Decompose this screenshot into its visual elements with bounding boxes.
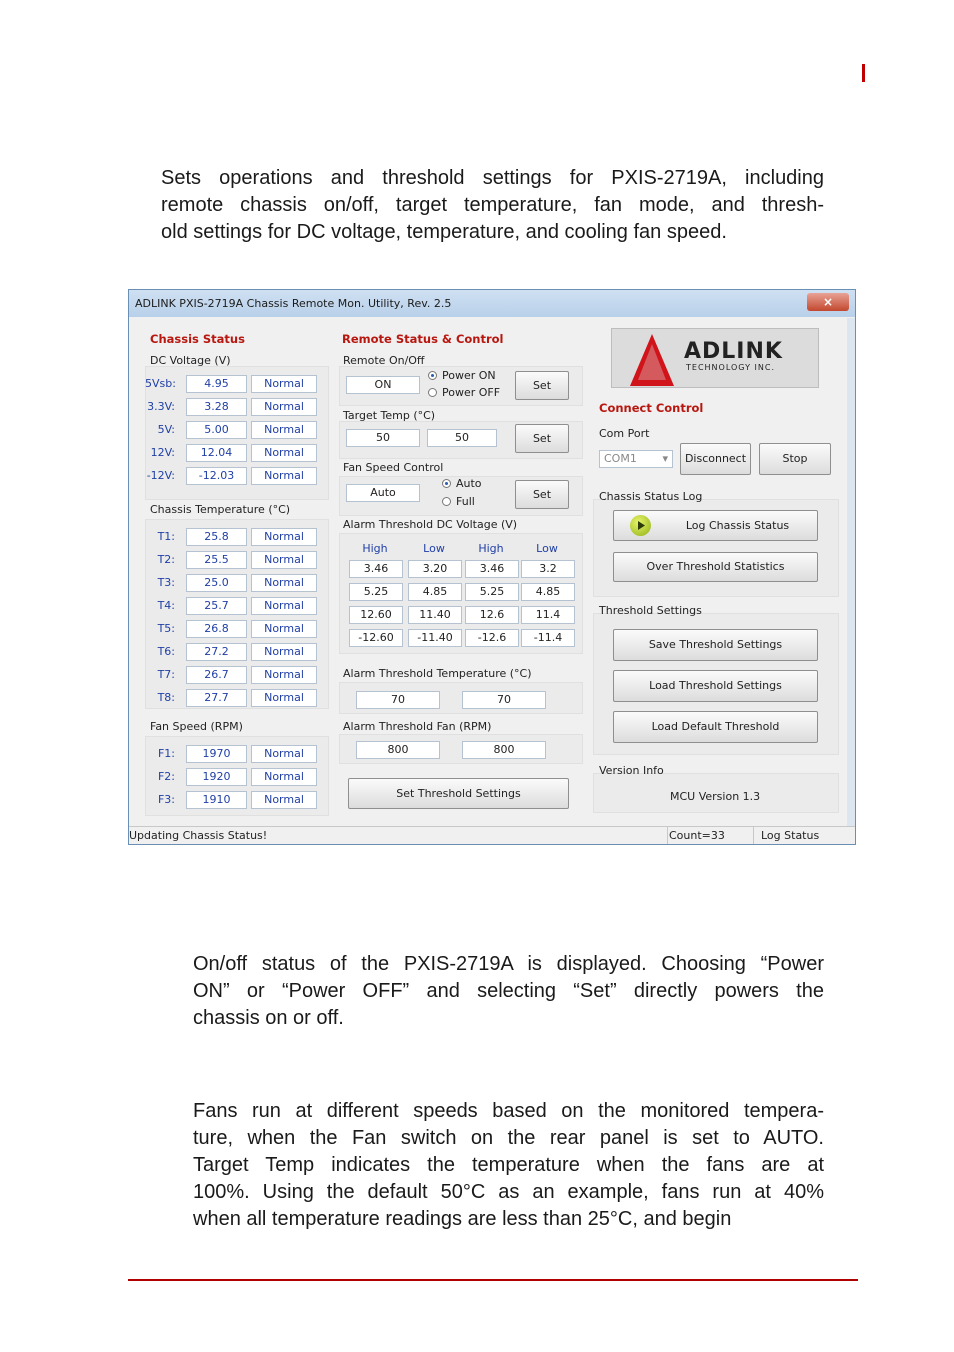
power-set-button[interactable]: Set	[515, 371, 569, 400]
fan-description-paragraph	[193, 1098, 824, 1233]
paragraph-line: old settings for DC voltage, temperature, and cooling fan speed.	[161, 221, 727, 243]
status-row-status: Normal	[251, 597, 317, 615]
footer-rule	[128, 1279, 858, 1281]
alarm-dc-header: High	[478, 542, 504, 555]
fan-auto-radio[interactable]	[442, 479, 451, 488]
status-row-status: Normal	[251, 768, 317, 786]
alarm-dc-cell: 12.60	[349, 606, 403, 624]
com-port-select[interactable]	[599, 450, 673, 468]
status-row-value: 25.0	[186, 574, 247, 592]
adlink-logo-text: ADLINK	[684, 339, 783, 364]
alarm-dc-cell[interactable]: 3.2	[521, 560, 575, 578]
fan-set-button[interactable]: Set	[515, 480, 569, 509]
status-row-value: 1970	[186, 745, 247, 763]
fan-control-status: Auto	[346, 484, 420, 502]
alarm-dc-cell: -11.40	[408, 629, 462, 647]
power-description-paragraph	[193, 951, 824, 1032]
status-row-status: Normal	[251, 421, 317, 439]
status-log-title: Chassis Status Log	[599, 490, 703, 503]
status-row-label: -12V:	[146, 469, 175, 482]
alarm-fan-title: Alarm Threshold Fan (RPM)	[343, 720, 492, 733]
status-row-label: 3.3V:	[147, 400, 175, 413]
alarm-temp-input[interactable]: 70	[462, 691, 546, 709]
load-threshold-button[interactable]: Load Threshold Settings	[613, 670, 818, 702]
status-row-status: Normal	[251, 375, 317, 393]
status-row-value: 25.8	[186, 528, 247, 546]
fan-speed-title: Fan Speed (RPM)	[150, 720, 243, 733]
status-log: Log Status	[761, 829, 820, 842]
target-temp-title: Target Temp (°C)	[343, 409, 436, 422]
alarm-dc-cell[interactable]: -11.4	[521, 629, 575, 647]
status-row-label: 12V:	[150, 446, 175, 459]
play-icon	[630, 515, 651, 536]
status-row-value: 26.8	[186, 620, 247, 638]
alarm-temp-current: 70	[356, 691, 440, 709]
status-row-label: T5:	[157, 622, 175, 635]
status-row-value: 27.7	[186, 689, 247, 707]
status-row-value: 26.7	[186, 666, 247, 684]
status-row-label: F1:	[157, 747, 175, 760]
status-row-status: Normal	[251, 620, 317, 638]
power-on-radio[interactable]	[428, 371, 437, 380]
status-row-value: 4.95	[186, 375, 247, 393]
status-row-status: Normal	[251, 398, 317, 416]
alarm-fan-input[interactable]: 800	[462, 741, 546, 759]
status-row-status: Normal	[251, 467, 317, 485]
status-row-label: T1:	[157, 530, 175, 543]
paragraph-line: chassis on or off.	[193, 1007, 344, 1029]
alarm-dc-header: Low	[423, 542, 445, 555]
save-threshold-button[interactable]: Save Threshold Settings	[613, 629, 818, 661]
alarm-dc-cell[interactable]: 5.25	[465, 583, 519, 601]
target-temp-input[interactable]: 50	[427, 429, 497, 447]
fan-full-radio[interactable]	[442, 497, 451, 506]
threshold-settings-title: Threshold Settings	[599, 604, 702, 617]
dc-voltage-title: DC Voltage (V)	[150, 354, 231, 367]
status-row-label: T7:	[157, 668, 175, 681]
alarm-dc-cell: 4.85	[408, 583, 462, 601]
alarm-dc-cell[interactable]: 11.4	[521, 606, 575, 624]
status-row-value: 1910	[186, 791, 247, 809]
remote-status-title: Remote Status & Control	[342, 332, 504, 346]
window-title: ADLINK PXIS-2719A Chassis Remote Mon. Utility, Rev. 2.5	[135, 297, 452, 310]
load-default-threshold-button[interactable]: Load Default Threshold	[613, 711, 818, 743]
window-titlebar	[129, 290, 855, 317]
header-red-mark	[862, 64, 865, 82]
status-row-value: 1920	[186, 768, 247, 786]
alarm-dc-cell[interactable]: 3.46	[465, 560, 519, 578]
chevron-down-icon: ▾	[662, 452, 668, 465]
alarm-dc-cell: -12.60	[349, 629, 403, 647]
power-off-label: Power OFF	[442, 386, 501, 399]
status-row-value: 3.28	[186, 398, 247, 416]
utility-window	[128, 289, 856, 845]
status-row-status: Normal	[251, 551, 317, 569]
adlink-triangle-icon	[616, 330, 676, 388]
alarm-dc-cell[interactable]: 12.6	[465, 606, 519, 624]
set-threshold-settings-button[interactable]: Set Threshold Settings	[348, 778, 569, 809]
window-close-button[interactable]: ×	[807, 293, 849, 311]
version-info-title: Version Info	[599, 764, 664, 777]
alarm-temp-title: Alarm Threshold Temperature (°C)	[343, 667, 532, 680]
power-on-label: Power ON	[442, 369, 496, 382]
alarm-dc-cell: 5.25	[349, 583, 403, 601]
status-row-status: Normal	[251, 745, 317, 763]
status-message: Updating Chassis Status!	[129, 829, 268, 842]
alarm-dc-header: Low	[536, 542, 558, 555]
fan-auto-label: Auto	[456, 477, 482, 490]
alarm-dc-title: Alarm Threshold DC Voltage (V)	[343, 518, 518, 531]
status-row-status: Normal	[251, 444, 317, 462]
chassis-status-title: Chassis Status	[150, 332, 245, 346]
status-divider	[753, 827, 754, 845]
power-off-radio[interactable]	[428, 388, 437, 397]
over-threshold-statistics-button[interactable]: Over Threshold Statistics	[613, 552, 818, 582]
status-row-value: 25.5	[186, 551, 247, 569]
status-row-status: Normal	[251, 666, 317, 684]
status-row-label: 5Vsb:	[145, 377, 176, 390]
alarm-dc-cell: 3.46	[349, 560, 403, 578]
paragraph-line: ture, when the Fan switch on the rear panel is set to AUTO.	[193, 1127, 824, 1149]
disconnect-button[interactable]: Disconnect	[680, 443, 751, 475]
status-row-label: T2:	[157, 553, 175, 566]
target-temp-current: 50	[346, 429, 420, 447]
status-row-value: 25.7	[186, 597, 247, 615]
paragraph-line: Target Temp indicates the temperature when the fans are at	[193, 1154, 824, 1176]
alarm-dc-cell[interactable]: -12.6	[465, 629, 519, 647]
status-row-status: Normal	[251, 689, 317, 707]
log-chassis-status-label: Log Chassis Status	[685, 519, 790, 532]
paragraph-line: Fans run at different speeds based on the monitored tempera-	[193, 1100, 824, 1122]
intro-paragraph	[161, 165, 824, 246]
alarm-dc-cell: 3.20	[408, 560, 462, 578]
status-divider	[667, 827, 668, 845]
paragraph-line: ON” or “Power OFF” and selecting “Set” directly powers the	[193, 980, 824, 1002]
alarm-dc-header: High	[362, 542, 388, 555]
paragraph-line: remote chassis on/off, target temperature, fan mode, and thresh-	[161, 194, 824, 216]
paragraph-line: 100%. Using the default 50°C as an example, fans run at 40%	[193, 1181, 824, 1203]
target-temp-set-button[interactable]: Set	[515, 424, 569, 453]
mcu-version: MCU Version 1.3	[670, 790, 761, 803]
paragraph-line: On/off status of the PXIS-2719A is displayed. Choosing “Power	[193, 953, 824, 975]
status-row-label: F2:	[157, 770, 175, 783]
status-row-status: Normal	[251, 791, 317, 809]
status-row-status: Normal	[251, 574, 317, 592]
paragraph-line: Sets operations and threshold settings for PXIS-2719A, including	[161, 167, 824, 189]
stop-button[interactable]: Stop	[759, 443, 831, 475]
status-bar	[129, 826, 855, 845]
status-row-label: T4:	[157, 599, 175, 612]
adlink-logo-sub: TECHNOLOGY INC.	[686, 363, 775, 372]
fan-full-label: Full	[456, 495, 475, 508]
status-row-label: 5V:	[157, 423, 175, 436]
remote-onoff-title: Remote On/Off	[343, 354, 425, 367]
status-row-status: Normal	[251, 643, 317, 661]
remote-onoff-status: ON	[346, 376, 420, 394]
status-row-label: F3:	[157, 793, 175, 806]
temperature-title: Chassis Temperature (°C)	[150, 503, 291, 516]
status-row-label: T6:	[157, 645, 175, 658]
com-port-value: COM1	[604, 452, 637, 465]
alarm-dc-cell[interactable]: 4.85	[521, 583, 575, 601]
com-port-label: Com Port	[599, 427, 650, 440]
alarm-dc-cell: 11.40	[408, 606, 462, 624]
alarm-fan-current: 800	[356, 741, 440, 759]
status-row-value: 12.04	[186, 444, 247, 462]
connect-control-title: Connect Control	[599, 401, 704, 415]
status-row-status: Normal	[251, 528, 317, 546]
status-row-label: T8:	[157, 691, 175, 704]
status-row-label: T3:	[157, 576, 175, 589]
window-scrollbar[interactable]	[847, 318, 855, 844]
status-count: Count=33	[669, 829, 725, 842]
adlink-logo	[611, 328, 819, 388]
paragraph-line: when all temperature readings are less than 25°C, and begin	[193, 1208, 732, 1230]
status-row-value: 5.00	[186, 421, 247, 439]
fan-control-title: Fan Speed Control	[343, 461, 444, 474]
status-row-value: 27.2	[186, 643, 247, 661]
log-chassis-status-button[interactable]	[613, 510, 818, 541]
status-row-value: -12.03	[186, 467, 247, 485]
